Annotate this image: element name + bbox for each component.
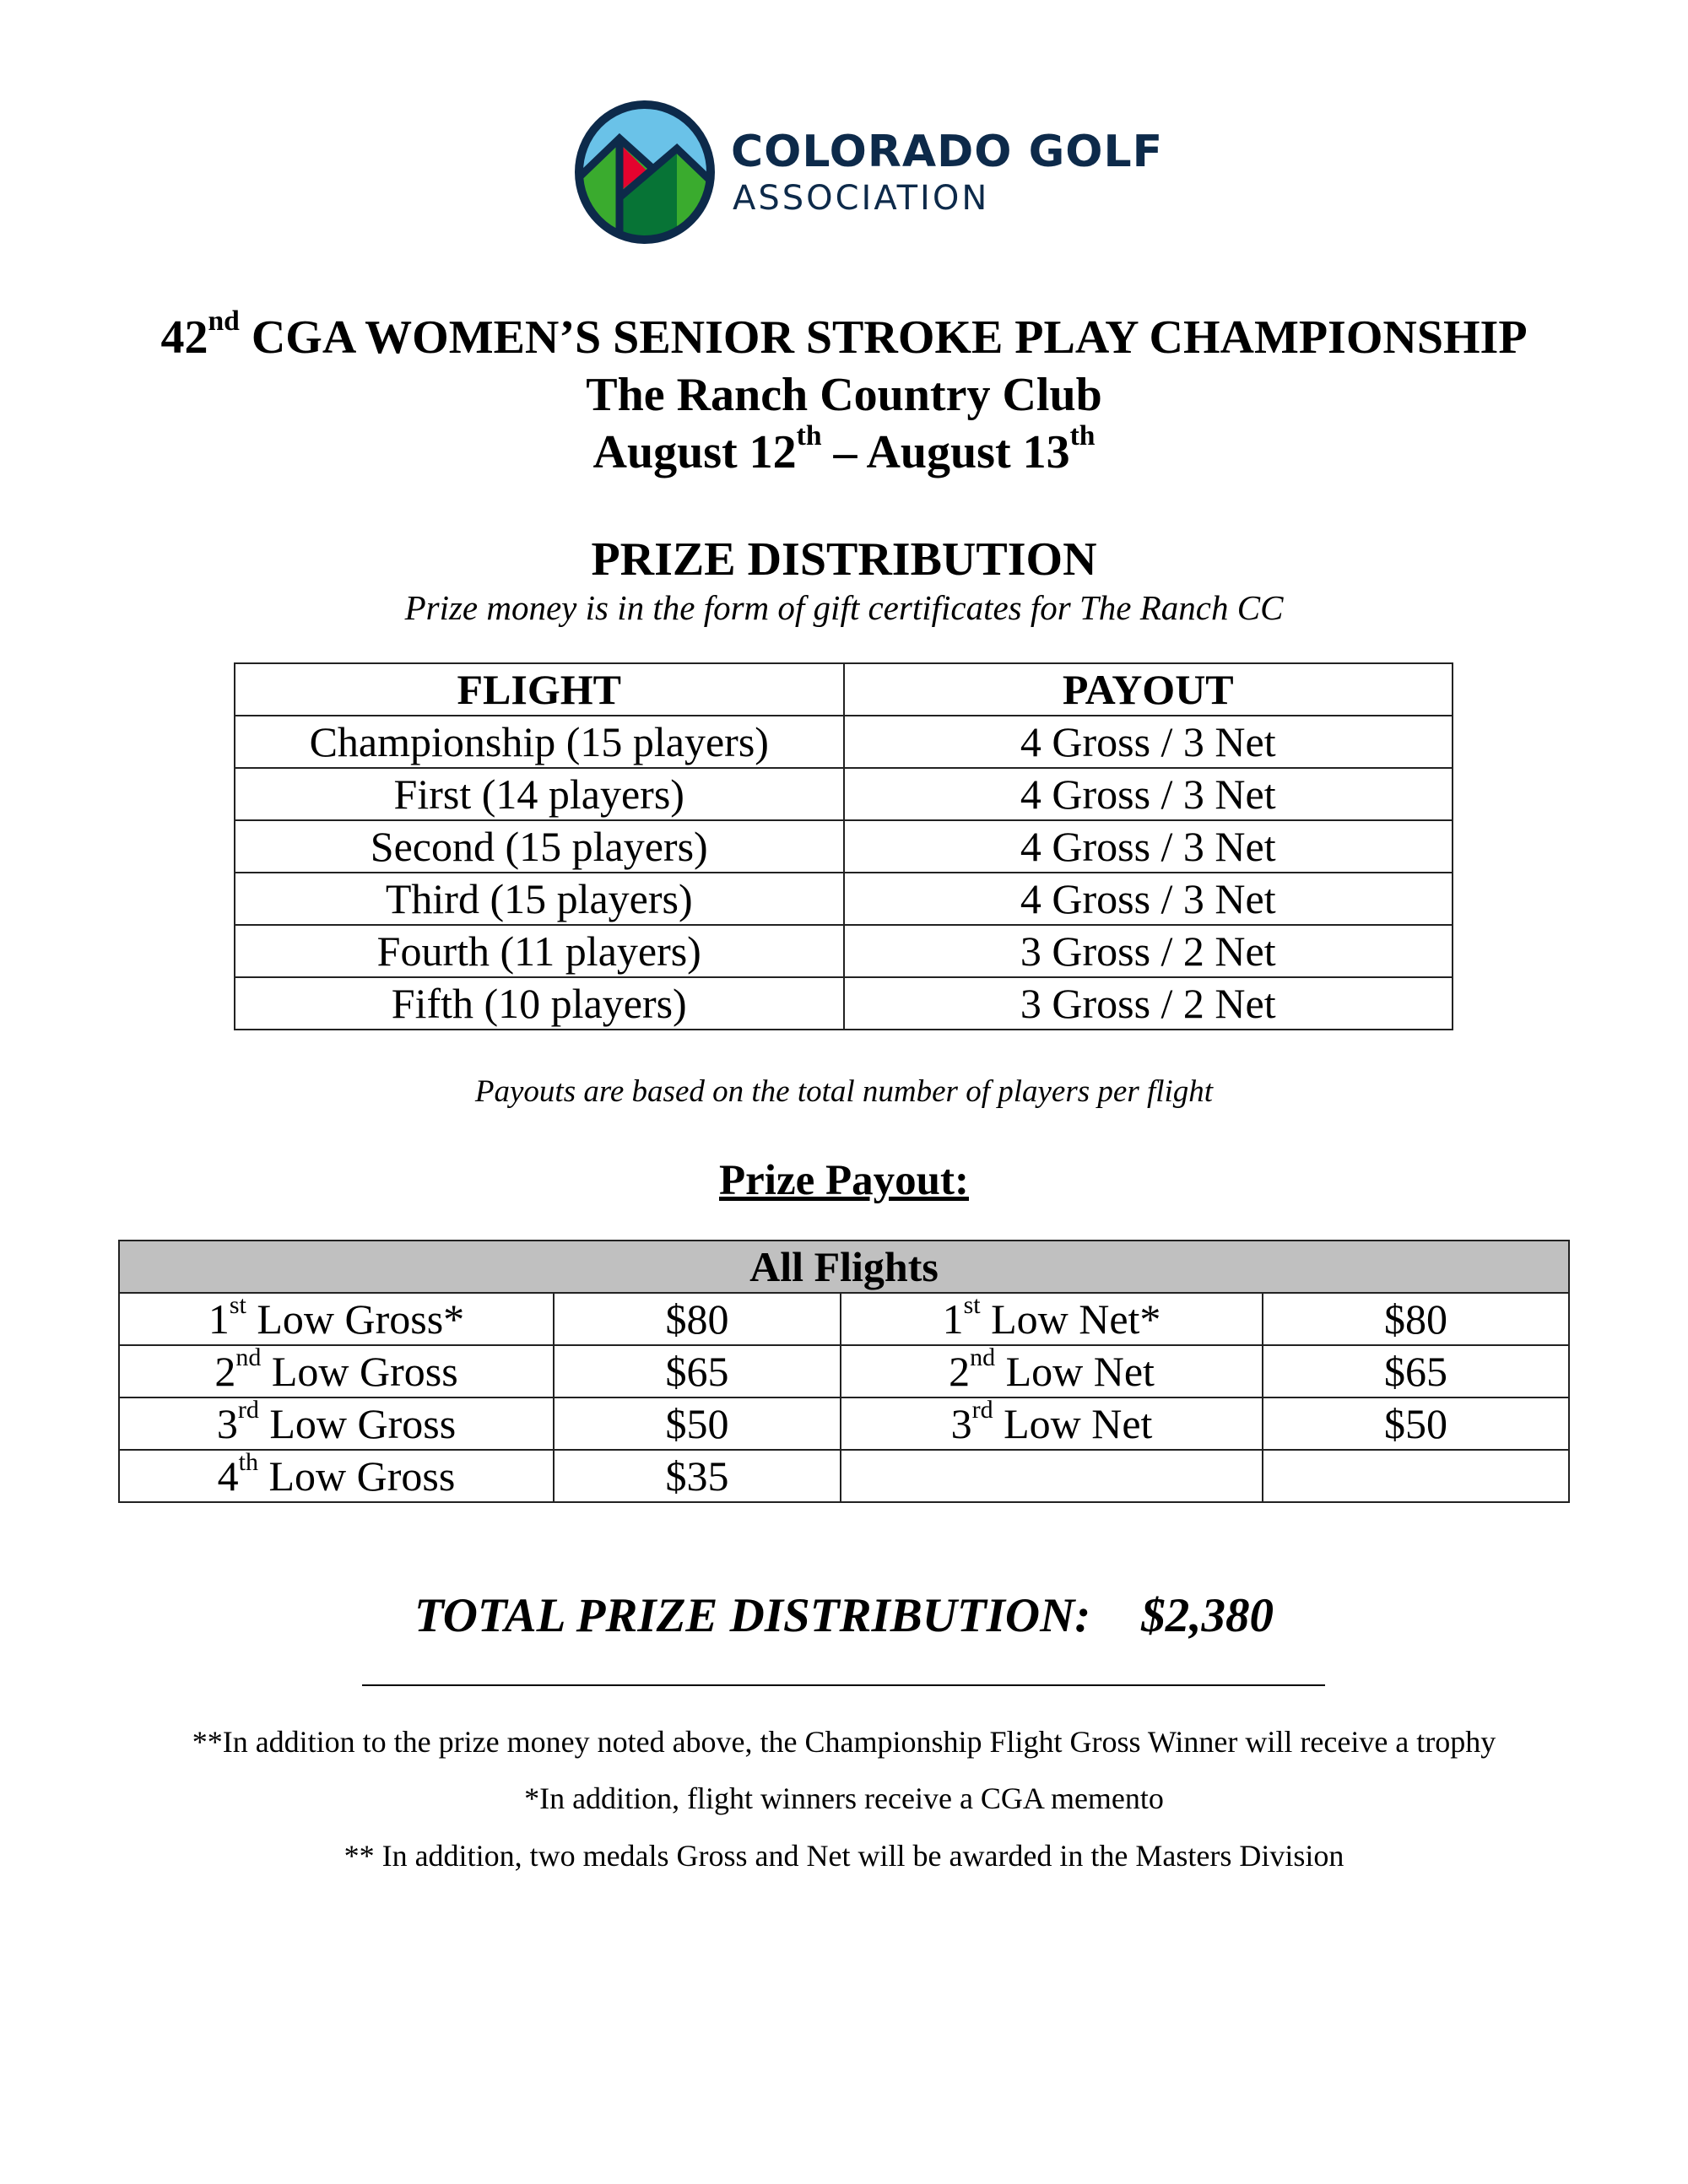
net-place: 1st Low Net*	[841, 1293, 1263, 1345]
net-amount: $80	[1263, 1293, 1569, 1345]
prize-subtitle: Prize money is in the form of gift certificates for The Ranch CC	[404, 588, 1284, 627]
note-trophy: **In addition to the prize money noted above, the Championship Flight Gross Winner will receive a trophy	[192, 1725, 1496, 1759]
table-row	[235, 925, 1453, 977]
payout-cell: 4 Gross / 3 Net	[844, 873, 1453, 925]
event-dates: August 12th – August 13th	[592, 420, 1096, 478]
table-header-row	[119, 1241, 1569, 1293]
flights-table	[234, 662, 1453, 1030]
payout-cell: 3 Gross / 2 Net	[844, 977, 1453, 1030]
payout-cell: 4 Gross / 3 Net	[844, 820, 1453, 873]
table-row	[119, 1293, 1569, 1345]
flight-cell: Fifth (10 players)	[235, 977, 844, 1030]
table-row	[235, 873, 1453, 925]
gross-place: 3rd Low Gross	[119, 1397, 554, 1450]
note-memento: *In addition, flight winners receive a CGA memento	[524, 1781, 1164, 1815]
flight-cell: First (14 players)	[235, 768, 844, 820]
net-amount: $65	[1263, 1345, 1569, 1397]
net-place: 2nd Low Net	[841, 1345, 1263, 1397]
empty-cell	[841, 1450, 1263, 1502]
gross-amount: $65	[554, 1345, 841, 1397]
divider	[362, 1684, 1325, 1686]
payout-cell: 4 Gross / 3 Net	[844, 768, 1453, 820]
prize-heading: PRIZE DISTRIBUTION	[591, 533, 1097, 586]
gross-amount: $80	[554, 1293, 841, 1345]
table-row	[119, 1450, 1569, 1502]
payout-table	[118, 1240, 1570, 1503]
col-header-flight: FLIGHT	[235, 663, 844, 716]
col-header-payout: PAYOUT	[844, 663, 1453, 716]
cga-logo	[571, 98, 1164, 246]
flight-cell: Second (15 players)	[235, 820, 844, 873]
gross-place: 2nd Low Gross	[119, 1345, 554, 1397]
total-prize: TOTAL PRIZE DISTRIBUTION: $2,380	[414, 1589, 1274, 1642]
prize-payout-heading: Prize Payout:	[719, 1157, 969, 1204]
all-flights-header: All Flights	[119, 1241, 1569, 1293]
table-row	[235, 768, 1453, 820]
table-row	[119, 1345, 1569, 1397]
gross-place: 1st Low Gross*	[119, 1293, 554, 1345]
table-row	[235, 716, 1453, 768]
payout-cell: 3 Gross / 2 Net	[844, 925, 1453, 977]
cga-emblem-icon	[571, 98, 719, 246]
payout-note: Payouts are based on the total number of players per flight	[474, 1074, 1214, 1109]
championship-title: 42nd CGA WOMEN’S SENIOR STROKE PLAY CHAMPIONSHIP	[160, 305, 1528, 364]
flight-cell: Third (15 players)	[235, 873, 844, 925]
net-amount: $50	[1263, 1397, 1569, 1450]
table-header-row	[235, 663, 1453, 716]
flight-cell: Championship (15 players)	[235, 716, 844, 768]
table-row	[235, 820, 1453, 873]
logo-line1: COLORADO GOLF	[731, 127, 1164, 177]
table-row	[235, 977, 1453, 1030]
venue: The Ranch Country Club	[586, 369, 1102, 421]
note-medals: ** In addition, two medals Gross and Net will be awarded in the Masters Division	[344, 1839, 1344, 1873]
table-row	[119, 1397, 1569, 1450]
empty-cell	[1263, 1450, 1569, 1502]
payout-cell: 4 Gross / 3 Net	[844, 716, 1453, 768]
flight-cell: Fourth (11 players)	[235, 925, 844, 977]
gross-amount: $50	[554, 1397, 841, 1450]
gross-place: 4th Low Gross	[119, 1450, 554, 1502]
logo-line2: ASSOCIATION	[733, 179, 990, 218]
net-place: 3rd Low Net	[841, 1397, 1263, 1450]
gross-amount: $35	[554, 1450, 841, 1502]
